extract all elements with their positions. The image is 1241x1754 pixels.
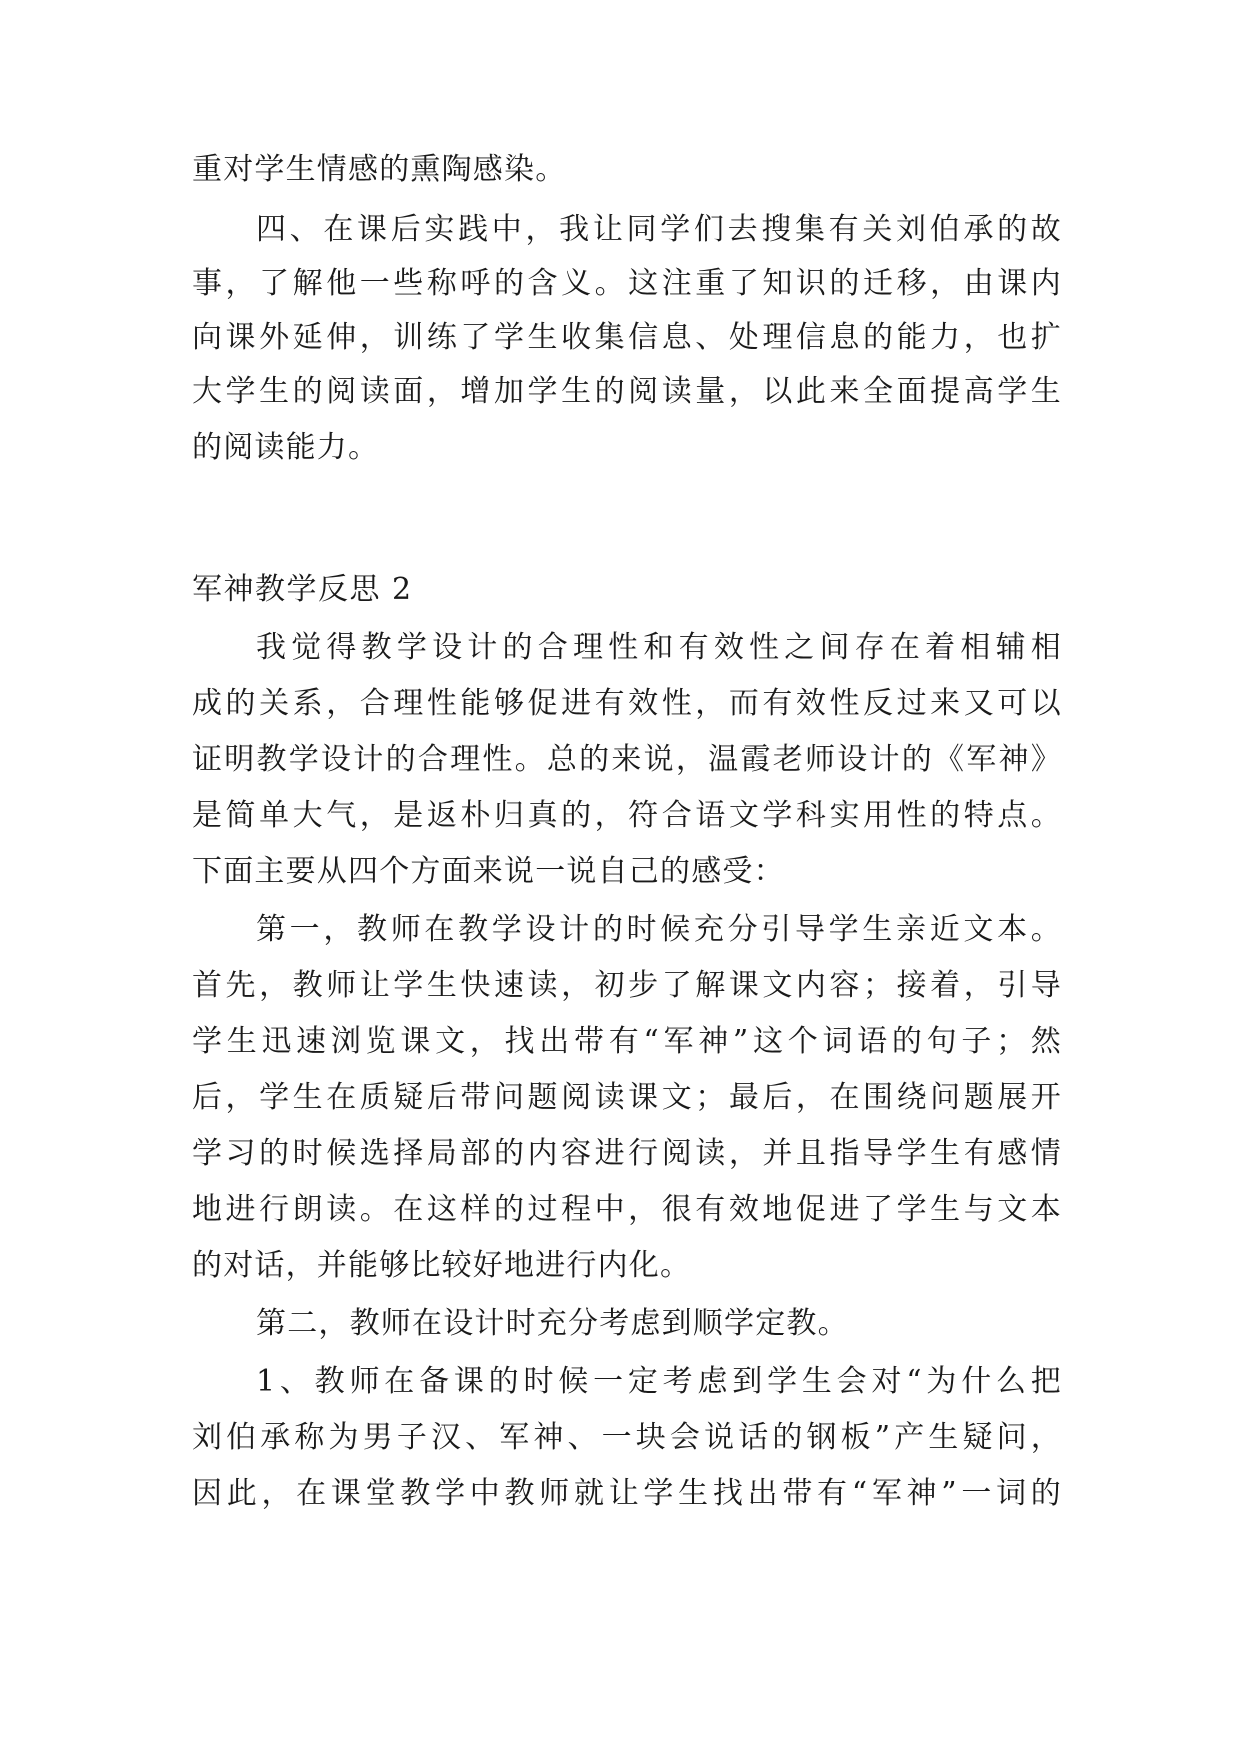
paragraph-line: 地进行朗读。在这样的过程中，很有效地促进了学生与文本 (192, 1192, 1062, 1227)
paragraph-line: 第一，教师在教学设计的时候充分引导学生亲近文本。 (256, 912, 1062, 947)
paragraph-line: 成的关系，合理性能够促进有效性，而有效性反过来又可以 (192, 686, 1062, 721)
section-heading: 军神教学反思 2 (192, 572, 413, 607)
paragraph-line: 首先，教师让学生快速读，初步了解课文内容；接着，引导 (192, 968, 1062, 1003)
paragraph-line: 1、教师在备课的时候一定考虑到学生会对“为什么把 (256, 1364, 1062, 1399)
paragraph-line: 向课外延伸，训练了学生收集信息、处理信息的能力，也扩 (192, 320, 1062, 355)
paragraph-line: 证明教学设计的合理性。总的来说，温霞老师设计的《军神》 (192, 742, 1062, 777)
paragraph-line: 学生迅速浏览课文，找出带有“军神”这个词语的句子；然 (192, 1024, 1062, 1059)
paragraph-line: 的阅读能力。 (192, 430, 380, 465)
paragraph-line: 大学生的阅读面，增加学生的阅读量，以此来全面提高学生 (192, 374, 1062, 409)
paragraph-line: 第二，教师在设计时充分考虑到顺学定教。 (256, 1306, 849, 1341)
paragraph-line: 我觉得教学设计的合理性和有效性之间存在着相辅相 (256, 630, 1062, 665)
paragraph-line: 四、在课后实践中，我让同学们去搜集有关刘伯承的故 (256, 212, 1062, 247)
paragraph-line: 的对话，并能够比较好地进行内化。 (192, 1248, 692, 1283)
paragraph-line: 是简单大气，是返朴归真的，符合语文学科实用性的特点。 (192, 798, 1062, 833)
paragraph-line: 下面主要从四个方面来说一说自己的感受： (192, 854, 785, 889)
paragraph-line: 后，学生在质疑后带问题阅读课文；最后，在围绕问题展开 (192, 1080, 1062, 1115)
paragraph-line: 刘伯承称为男子汉、军神、一块会说话的钢板”产生疑问， (192, 1420, 1062, 1455)
paragraph-line: 事，了解他一些称呼的含义。这注重了知识的迁移，由课内 (192, 266, 1062, 301)
paragraph-line: 重对学生情感的熏陶感染。 (192, 152, 567, 187)
paragraph-line: 学习的时候选择局部的内容进行阅读，并且指导学生有感情 (192, 1136, 1062, 1171)
paragraph-line: 因此，在课堂教学中教师就让学生找出带有“军神”一词的 (192, 1476, 1062, 1511)
